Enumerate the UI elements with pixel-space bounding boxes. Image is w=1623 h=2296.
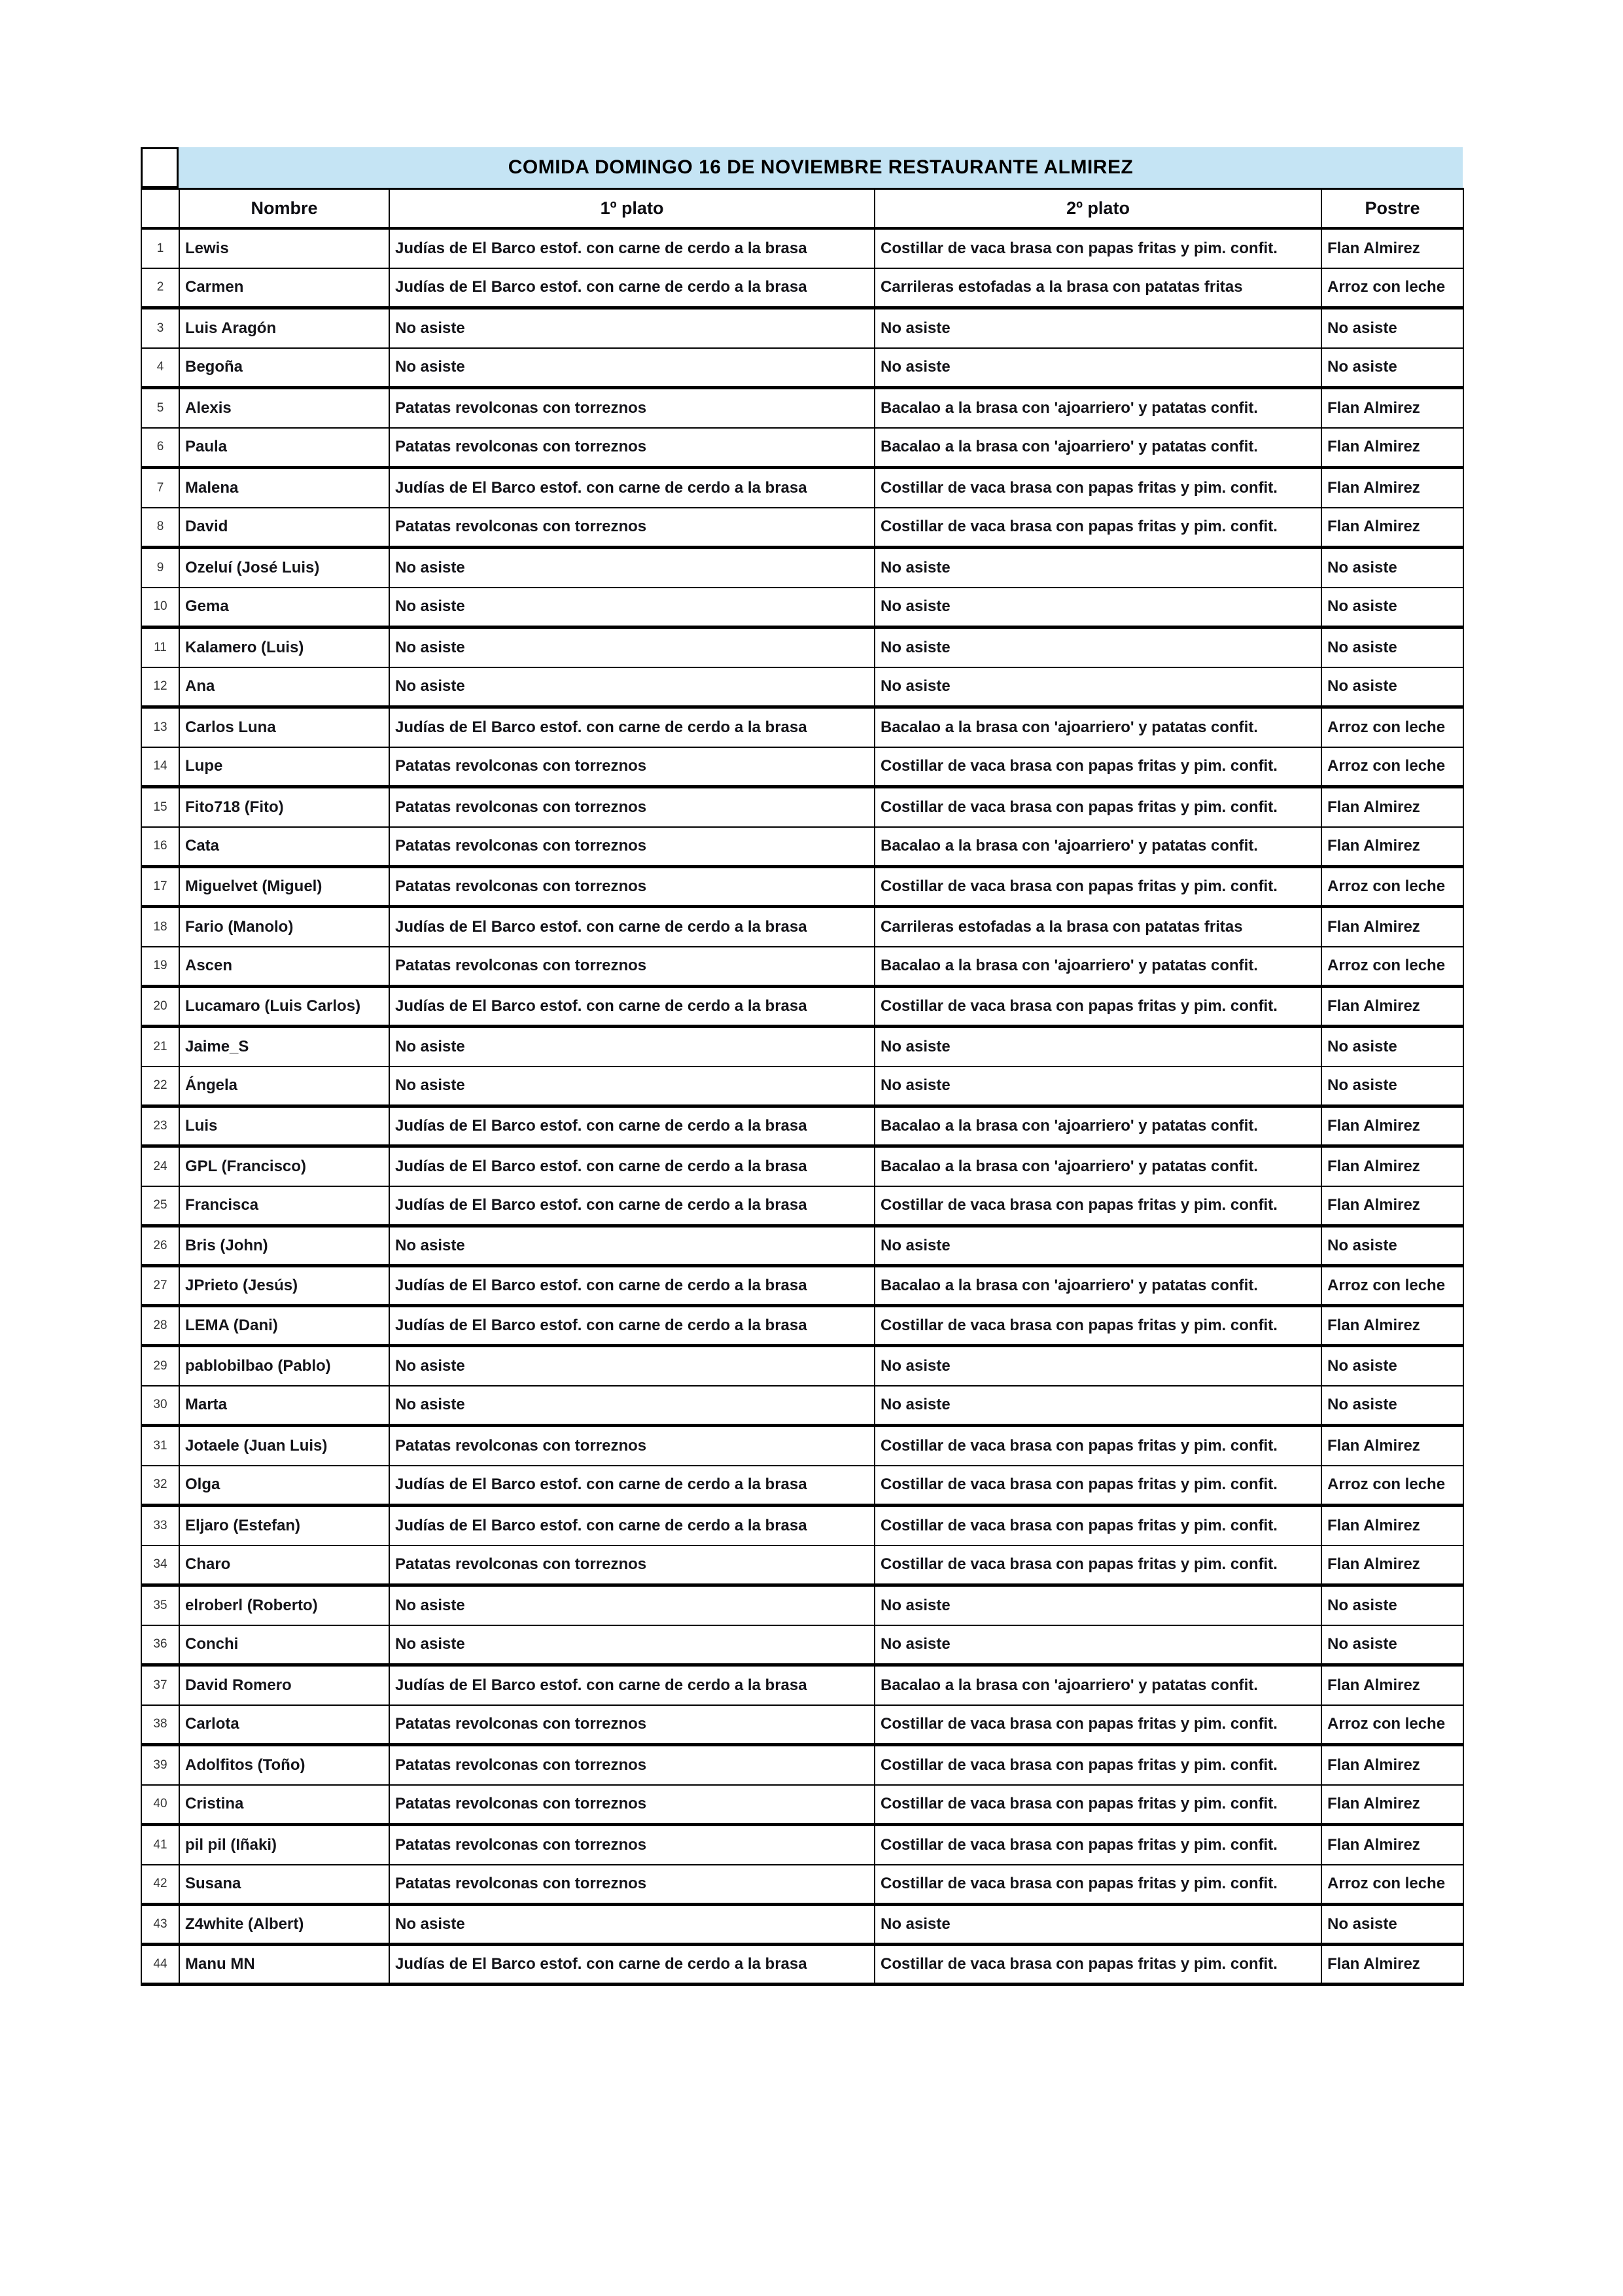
table-row xyxy=(141,1226,1463,1266)
cell-plato1: Judías de El Barco estof. con carne de cerdo a la brasa xyxy=(389,1506,875,1545)
cell-plato1: No asiste xyxy=(389,1027,875,1067)
row-number: 34 xyxy=(141,1545,179,1585)
cell-plato1: No asiste xyxy=(389,1067,875,1106)
cell-nombre: Luis Aragón xyxy=(179,308,389,348)
cell-nombre: Francisca xyxy=(179,1186,389,1226)
table-row xyxy=(141,787,1463,827)
column-header-plato2: 2º plato xyxy=(875,189,1321,228)
cell-plato1: Patatas revolconas con torreznos xyxy=(389,1705,875,1745)
cell-plato1: No asiste xyxy=(389,1386,875,1426)
cell-postre: Flan Almirez xyxy=(1321,907,1463,947)
cell-nombre: Ozeluí (José Luis) xyxy=(179,548,389,588)
cell-plato2: No asiste xyxy=(875,1067,1321,1106)
table-row xyxy=(141,1506,1463,1545)
row-number-header xyxy=(141,189,179,228)
cell-postre: Flan Almirez xyxy=(1321,1506,1463,1545)
row-number: 24 xyxy=(141,1146,179,1186)
cell-nombre: Gema xyxy=(179,588,389,627)
row-number: 7 xyxy=(141,468,179,508)
header-row xyxy=(141,189,1463,228)
table-row xyxy=(141,348,1463,388)
cell-plato1: No asiste xyxy=(389,1625,875,1665)
cell-plato1: Patatas revolconas con torreznos xyxy=(389,1545,875,1585)
row-number: 25 xyxy=(141,1186,179,1226)
cell-plato1: Patatas revolconas con torreznos xyxy=(389,827,875,867)
cell-plato1: No asiste xyxy=(389,627,875,667)
cell-plato2: No asiste xyxy=(875,588,1321,627)
row-number: 41 xyxy=(141,1825,179,1865)
row-number: 29 xyxy=(141,1346,179,1386)
cell-nombre: Luis xyxy=(179,1106,389,1146)
cell-plato2: No asiste xyxy=(875,667,1321,707)
table-row xyxy=(141,947,1463,987)
cell-plato2: Bacalao a la brasa con 'ajoarriero' y patatas confit. xyxy=(875,707,1321,747)
cell-nombre: Begoña xyxy=(179,348,389,388)
cell-plato1: Judías de El Barco estof. con carne de cerdo a la brasa xyxy=(389,1665,875,1705)
table-row xyxy=(141,707,1463,747)
row-number: 42 xyxy=(141,1865,179,1905)
cell-postre: Arroz con leche xyxy=(1321,707,1463,747)
cell-plato1: Judías de El Barco estof. con carne de cerdo a la brasa xyxy=(389,1266,875,1306)
cell-plato2: Bacalao a la brasa con 'ajoarriero' y patatas confit. xyxy=(875,947,1321,987)
table-row xyxy=(141,1825,1463,1865)
cell-postre: No asiste xyxy=(1321,588,1463,627)
cell-postre: Flan Almirez xyxy=(1321,228,1463,268)
cell-plato1: Judías de El Barco estof. con carne de cerdo a la brasa xyxy=(389,1146,875,1186)
cell-nombre: Miguelvet (Miguel) xyxy=(179,867,389,907)
row-number: 2 xyxy=(141,268,179,308)
row-number: 38 xyxy=(141,1705,179,1745)
cell-plato2: No asiste xyxy=(875,308,1321,348)
cell-postre: Arroz con leche xyxy=(1321,268,1463,308)
cell-plato1: No asiste xyxy=(389,667,875,707)
row-number: 12 xyxy=(141,667,179,707)
cell-nombre: Ana xyxy=(179,667,389,707)
table-row xyxy=(141,1466,1463,1506)
cell-plato2: No asiste xyxy=(875,1905,1321,1945)
cell-plato2: Bacalao a la brasa con 'ajoarriero' y patatas confit. xyxy=(875,827,1321,867)
cell-plato2: Costillar de vaca brasa con papas fritas y pim. confit. xyxy=(875,468,1321,508)
cell-nombre: Carlota xyxy=(179,1705,389,1745)
cell-plato2: Bacalao a la brasa con 'ajoarriero' y patatas confit. xyxy=(875,1146,1321,1186)
cell-plato2: No asiste xyxy=(875,548,1321,588)
row-number: 44 xyxy=(141,1945,179,1985)
table-row xyxy=(141,827,1463,867)
cell-nombre: Lewis xyxy=(179,228,389,268)
cell-plato2: Bacalao a la brasa con 'ajoarriero' y patatas confit. xyxy=(875,1266,1321,1306)
cell-plato1: Patatas revolconas con torreznos xyxy=(389,508,875,548)
cell-plato1: No asiste xyxy=(389,1346,875,1386)
cell-nombre: Conchi xyxy=(179,1625,389,1665)
cell-plato2: Costillar de vaca brasa con papas fritas y pim. confit. xyxy=(875,747,1321,787)
table-row xyxy=(141,1665,1463,1705)
table-row xyxy=(141,1306,1463,1346)
cell-nombre: pablobilbao (Pablo) xyxy=(179,1346,389,1386)
cell-nombre: Olga xyxy=(179,1466,389,1506)
row-number: 8 xyxy=(141,508,179,548)
cell-postre: Arroz con leche xyxy=(1321,1865,1463,1905)
cell-plato2: No asiste xyxy=(875,1027,1321,1067)
cell-plato2: Costillar de vaca brasa con papas fritas y pim. confit. xyxy=(875,1785,1321,1825)
cell-postre: Arroz con leche xyxy=(1321,1266,1463,1306)
cell-nombre: Fito718 (Fito) xyxy=(179,787,389,827)
cell-plato1: Patatas revolconas con torreznos xyxy=(389,388,875,428)
cell-nombre: Paula xyxy=(179,428,389,468)
cell-postre: No asiste xyxy=(1321,1067,1463,1106)
row-number: 43 xyxy=(141,1905,179,1945)
cell-nombre: Cristina xyxy=(179,1785,389,1825)
cell-postre: No asiste xyxy=(1321,548,1463,588)
cell-postre: No asiste xyxy=(1321,627,1463,667)
cell-plato1: Patatas revolconas con torreznos xyxy=(389,1865,875,1905)
table-row xyxy=(141,308,1463,348)
cell-plato2: Costillar de vaca brasa con papas fritas y pim. confit. xyxy=(875,1506,1321,1545)
cell-plato2: Costillar de vaca brasa con papas fritas y pim. confit. xyxy=(875,1745,1321,1785)
cell-postre: Arroz con leche xyxy=(1321,747,1463,787)
table-row xyxy=(141,1865,1463,1905)
table-row xyxy=(141,1745,1463,1785)
table-row xyxy=(141,1785,1463,1825)
cell-plato1: Patatas revolconas con torreznos xyxy=(389,947,875,987)
cell-nombre: pil pil (Iñaki) xyxy=(179,1825,389,1865)
cell-plato1: Judías de El Barco estof. con carne de cerdo a la brasa xyxy=(389,468,875,508)
row-number: 20 xyxy=(141,987,179,1027)
cell-plato1: Patatas revolconas con torreznos xyxy=(389,787,875,827)
cell-plato1: Judías de El Barco estof. con carne de cerdo a la brasa xyxy=(389,907,875,947)
cell-postre: Arroz con leche xyxy=(1321,1466,1463,1506)
cell-plato2: No asiste xyxy=(875,348,1321,388)
cell-postre: Flan Almirez xyxy=(1321,787,1463,827)
cell-plato2: Costillar de vaca brasa con papas fritas y pim. confit. xyxy=(875,1186,1321,1226)
cell-postre: Flan Almirez xyxy=(1321,1785,1463,1825)
cell-plato2: Costillar de vaca brasa con papas fritas y pim. confit. xyxy=(875,228,1321,268)
table-title: COMIDA DOMINGO 16 DE NOVIEMBRE RESTAURANTE ALMIREZ xyxy=(179,147,1463,188)
cell-nombre: Ángela xyxy=(179,1067,389,1106)
cell-nombre: Jaime_S xyxy=(179,1027,389,1067)
cell-postre: No asiste xyxy=(1321,1625,1463,1665)
cell-postre: Flan Almirez xyxy=(1321,468,1463,508)
cell-nombre: Jotaele (Juan Luis) xyxy=(179,1426,389,1466)
cell-postre: No asiste xyxy=(1321,1386,1463,1426)
cell-nombre: Fario (Manolo) xyxy=(179,907,389,947)
table-row xyxy=(141,228,1463,268)
cell-postre: No asiste xyxy=(1321,308,1463,348)
cell-plato1: Patatas revolconas con torreznos xyxy=(389,1785,875,1825)
table-row xyxy=(141,1426,1463,1466)
cell-plato2: Costillar de vaca brasa con papas fritas y pim. confit. xyxy=(875,1705,1321,1745)
cell-nombre: Z4white (Albert) xyxy=(179,1905,389,1945)
table-row xyxy=(141,388,1463,428)
table-row xyxy=(141,1545,1463,1585)
column-header-plato1: 1º plato xyxy=(389,189,875,228)
cell-plato1: Judías de El Barco estof. con carne de cerdo a la brasa xyxy=(389,1306,875,1346)
table-row xyxy=(141,987,1463,1027)
cell-postre: No asiste xyxy=(1321,348,1463,388)
cell-postre: No asiste xyxy=(1321,1027,1463,1067)
cell-plato1: No asiste xyxy=(389,1226,875,1266)
cell-nombre: Cata xyxy=(179,827,389,867)
cell-plato2: Costillar de vaca brasa con papas fritas y pim. confit. xyxy=(875,987,1321,1027)
cell-plato2: Bacalao a la brasa con 'ajoarriero' y patatas confit. xyxy=(875,1106,1321,1146)
row-number: 1 xyxy=(141,228,179,268)
table-row xyxy=(141,1705,1463,1745)
cell-plato1: No asiste xyxy=(389,1585,875,1625)
cell-nombre: Carlos Luna xyxy=(179,707,389,747)
cell-plato2: No asiste xyxy=(875,1226,1321,1266)
cell-postre: Flan Almirez xyxy=(1321,1545,1463,1585)
table-row xyxy=(141,1346,1463,1386)
row-number: 13 xyxy=(141,707,179,747)
cell-nombre: David xyxy=(179,508,389,548)
cell-plato1: Patatas revolconas con torreznos xyxy=(389,867,875,907)
cell-plato1: No asiste xyxy=(389,308,875,348)
cell-postre: Flan Almirez xyxy=(1321,827,1463,867)
row-number: 4 xyxy=(141,348,179,388)
cell-plato2: Costillar de vaca brasa con papas fritas y pim. confit. xyxy=(875,1825,1321,1865)
cell-plato2: Costillar de vaca brasa con papas fritas y pim. confit. xyxy=(875,867,1321,907)
cell-plato2: No asiste xyxy=(875,1346,1321,1386)
cell-plato1: Judías de El Barco estof. con carne de cerdo a la brasa xyxy=(389,1106,875,1146)
table-row xyxy=(141,1585,1463,1625)
table-row xyxy=(141,1106,1463,1146)
table-body xyxy=(141,228,1463,1985)
cell-postre: Flan Almirez xyxy=(1321,1186,1463,1226)
row-number: 40 xyxy=(141,1785,179,1825)
cell-nombre: Charo xyxy=(179,1545,389,1585)
cell-plato2: No asiste xyxy=(875,1386,1321,1426)
cell-plato2: Bacalao a la brasa con 'ajoarriero' y patatas confit. xyxy=(875,1665,1321,1705)
cell-postre: Flan Almirez xyxy=(1321,1426,1463,1466)
row-number: 11 xyxy=(141,627,179,667)
row-number: 22 xyxy=(141,1067,179,1106)
table-row xyxy=(141,667,1463,707)
cell-postre: Flan Almirez xyxy=(1321,1665,1463,1705)
cell-plato2: Bacalao a la brasa con 'ajoarriero' y patatas confit. xyxy=(875,388,1321,428)
table-row xyxy=(141,1186,1463,1226)
row-number: 33 xyxy=(141,1506,179,1545)
cell-postre: Flan Almirez xyxy=(1321,987,1463,1027)
table-row xyxy=(141,1945,1463,1985)
cell-nombre: Kalamero (Luis) xyxy=(179,627,389,667)
table-row xyxy=(141,1266,1463,1306)
row-number: 26 xyxy=(141,1226,179,1266)
cell-plato1: No asiste xyxy=(389,548,875,588)
cell-nombre: Lupe xyxy=(179,747,389,787)
cell-postre: Flan Almirez xyxy=(1321,1146,1463,1186)
cell-nombre: Adolfitos (Toño) xyxy=(179,1745,389,1785)
cell-plato2: Costillar de vaca brasa con papas fritas y pim. confit. xyxy=(875,508,1321,548)
row-number: 23 xyxy=(141,1106,179,1146)
row-number: 15 xyxy=(141,787,179,827)
cell-plato1: Patatas revolconas con torreznos xyxy=(389,1825,875,1865)
cell-postre: Arroz con leche xyxy=(1321,867,1463,907)
row-number: 30 xyxy=(141,1386,179,1426)
cell-postre: No asiste xyxy=(1321,1226,1463,1266)
cell-plato1: Patatas revolconas con torreznos xyxy=(389,428,875,468)
row-number: 6 xyxy=(141,428,179,468)
cell-nombre: Bris (John) xyxy=(179,1226,389,1266)
row-number: 31 xyxy=(141,1426,179,1466)
row-number: 17 xyxy=(141,867,179,907)
cell-postre: No asiste xyxy=(1321,1585,1463,1625)
column-header-postre: Postre xyxy=(1321,189,1463,228)
cell-plato1: No asiste xyxy=(389,588,875,627)
cell-plato1: Judías de El Barco estof. con carne de cerdo a la brasa xyxy=(389,707,875,747)
cell-postre: Flan Almirez xyxy=(1321,1106,1463,1146)
cell-plato2: Costillar de vaca brasa con papas fritas y pim. confit. xyxy=(875,1426,1321,1466)
table-row xyxy=(141,907,1463,947)
cell-plato2: Costillar de vaca brasa con papas fritas y pim. confit. xyxy=(875,787,1321,827)
cell-postre: Arroz con leche xyxy=(1321,1705,1463,1745)
cell-nombre: JPrieto (Jesús) xyxy=(179,1266,389,1306)
cell-plato2: Costillar de vaca brasa con papas fritas y pim. confit. xyxy=(875,1545,1321,1585)
cell-plato1: Patatas revolconas con torreznos xyxy=(389,1426,875,1466)
cell-nombre: Lucamaro (Luis Carlos) xyxy=(179,987,389,1027)
cell-plato2: Carrileras estofadas a la brasa con patatas fritas xyxy=(875,907,1321,947)
cell-plato1: No asiste xyxy=(389,1905,875,1945)
cell-plato1: Judías de El Barco estof. con carne de cerdo a la brasa xyxy=(389,1186,875,1226)
row-number: 27 xyxy=(141,1266,179,1306)
cell-plato2: Costillar de vaca brasa con papas fritas y pim. confit. xyxy=(875,1466,1321,1506)
cell-plato2: No asiste xyxy=(875,1625,1321,1665)
table-row xyxy=(141,268,1463,308)
cell-plato2: Costillar de vaca brasa con papas fritas y pim. confit. xyxy=(875,1306,1321,1346)
menu-table xyxy=(141,188,1464,1986)
column-header-nombre: Nombre xyxy=(179,189,389,228)
cell-nombre: Carmen xyxy=(179,268,389,308)
cell-plato1: Judías de El Barco estof. con carne de cerdo a la brasa xyxy=(389,268,875,308)
cell-postre: No asiste xyxy=(1321,1346,1463,1386)
row-number: 19 xyxy=(141,947,179,987)
cell-plato1: Judías de El Barco estof. con carne de cerdo a la brasa xyxy=(389,228,875,268)
cell-plato2: Carrileras estofadas a la brasa con patatas fritas xyxy=(875,268,1321,308)
cell-nombre: Marta xyxy=(179,1386,389,1426)
table-row xyxy=(141,867,1463,907)
cell-postre: Flan Almirez xyxy=(1321,388,1463,428)
cell-nombre: Alexis xyxy=(179,388,389,428)
table-row xyxy=(141,1905,1463,1945)
cell-plato2: Bacalao a la brasa con 'ajoarriero' y patatas confit. xyxy=(875,428,1321,468)
cell-postre: Flan Almirez xyxy=(1321,1306,1463,1346)
row-number: 14 xyxy=(141,747,179,787)
cell-nombre: GPL (Francisco) xyxy=(179,1146,389,1186)
table-row xyxy=(141,1386,1463,1426)
cell-plato1: No asiste xyxy=(389,348,875,388)
cell-plato1: Judías de El Barco estof. con carne de cerdo a la brasa xyxy=(389,1945,875,1985)
cell-postre: No asiste xyxy=(1321,667,1463,707)
row-number: 32 xyxy=(141,1466,179,1506)
cell-nombre: Susana xyxy=(179,1865,389,1905)
table-row xyxy=(141,548,1463,588)
cell-plato1: Patatas revolconas con torreznos xyxy=(389,1745,875,1785)
cell-plato1: Judías de El Barco estof. con carne de cerdo a la brasa xyxy=(389,987,875,1027)
table-row xyxy=(141,508,1463,548)
cell-nombre: elroberl (Roberto) xyxy=(179,1585,389,1625)
row-number: 10 xyxy=(141,588,179,627)
row-number: 9 xyxy=(141,548,179,588)
row-number: 39 xyxy=(141,1745,179,1785)
cell-nombre: Malena xyxy=(179,468,389,508)
cell-plato2: No asiste xyxy=(875,627,1321,667)
cell-plato2: Costillar de vaca brasa con papas fritas y pim. confit. xyxy=(875,1865,1321,1905)
cell-nombre: Ascen xyxy=(179,947,389,987)
cell-postre: Flan Almirez xyxy=(1321,508,1463,548)
row-number: 3 xyxy=(141,308,179,348)
cell-plato1: Judías de El Barco estof. con carne de cerdo a la brasa xyxy=(389,1466,875,1506)
cell-plato2: No asiste xyxy=(875,1585,1321,1625)
table-row xyxy=(141,468,1463,508)
row-number: 18 xyxy=(141,907,179,947)
cell-postre: Flan Almirez xyxy=(1321,1945,1463,1985)
table-row xyxy=(141,1027,1463,1067)
cell-nombre: Manu MN xyxy=(179,1945,389,1985)
cell-postre: Arroz con leche xyxy=(1321,947,1463,987)
cell-plato1: Patatas revolconas con torreznos xyxy=(389,747,875,787)
row-number: 16 xyxy=(141,827,179,867)
cell-postre: No asiste xyxy=(1321,1905,1463,1945)
cell-nombre: David Romero xyxy=(179,1665,389,1705)
row-number: 5 xyxy=(141,388,179,428)
row-number: 36 xyxy=(141,1625,179,1665)
table-row xyxy=(141,428,1463,468)
cell-postre: Flan Almirez xyxy=(1321,1745,1463,1785)
corner-cell xyxy=(141,147,179,188)
cell-plato2: Costillar de vaca brasa con papas fritas y pim. confit. xyxy=(875,1945,1321,1985)
cell-nombre: Eljaro (Estefan) xyxy=(179,1506,389,1545)
row-number: 35 xyxy=(141,1585,179,1625)
cell-postre: Flan Almirez xyxy=(1321,428,1463,468)
row-number: 28 xyxy=(141,1306,179,1346)
row-number: 21 xyxy=(141,1027,179,1067)
table-row xyxy=(141,627,1463,667)
row-number: 37 xyxy=(141,1665,179,1705)
cell-postre: Flan Almirez xyxy=(1321,1825,1463,1865)
table-row xyxy=(141,747,1463,787)
cell-nombre: LEMA (Dani) xyxy=(179,1306,389,1346)
table-row xyxy=(141,1625,1463,1665)
table-row xyxy=(141,588,1463,627)
table-row xyxy=(141,1146,1463,1186)
table-row xyxy=(141,1067,1463,1106)
